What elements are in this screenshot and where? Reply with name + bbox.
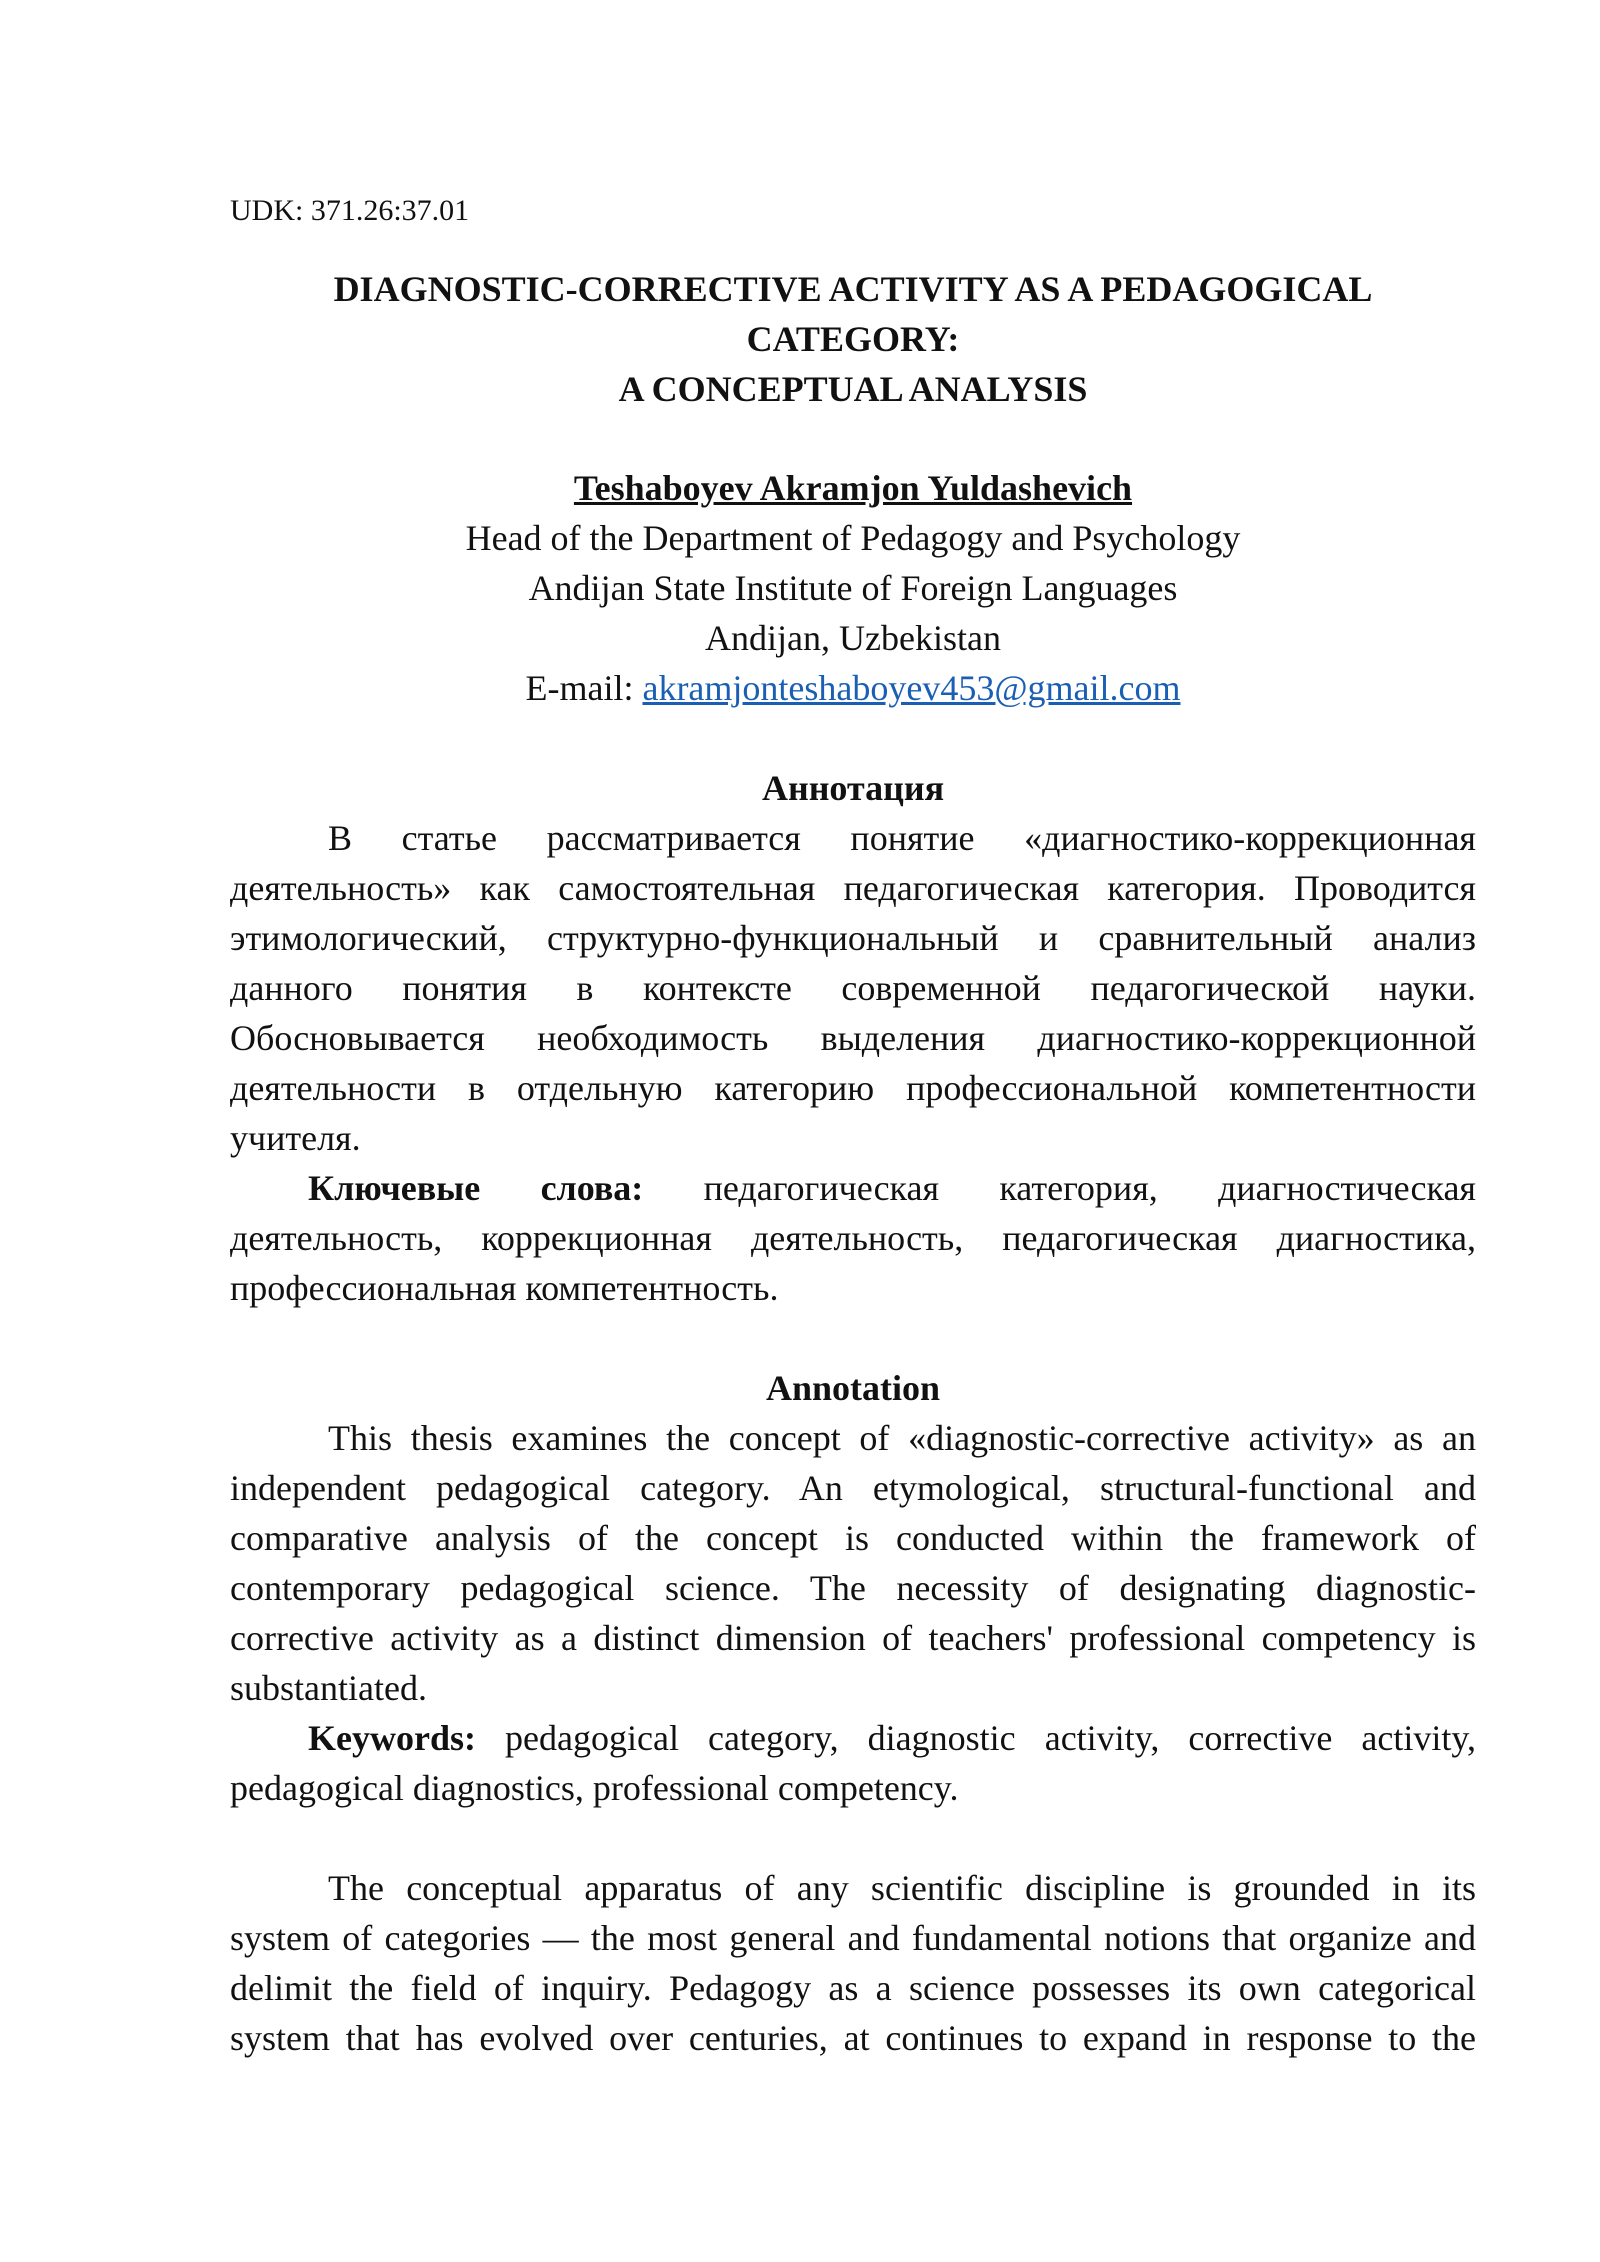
text-line: этимологический, структурно-функциональный и сравнительный анализ [230,918,1476,958]
text-line: system of categories — the most general and fundamental notions that organize and [230,1918,1476,1958]
text-line: В статье рассматривается понятие «диагностико-коррекционная [328,818,1476,858]
text-line: The conceptual apparatus of any scientific discipline is grounded in its [328,1868,1476,1908]
title-line: A CONCEPTUAL ANALYSIS [618,369,1088,409]
title-line: DIAGNOSTIC-CORRECTIVE ACTIVITY AS A PEDAGOGICAL [333,269,1373,309]
keywords-en-text: pedagogical category, diagnostic activity, corrective activity, [475,1718,1476,1758]
text-line: corrective activity as a distinct dimension of teachers' professional competency is [230,1618,1476,1658]
article-title [230,264,1476,414]
email-link[interactable]: akramjonteshaboyev453@gmail.com [642,668,1181,708]
text-line: деятельность, коррекционная деятельность, педагогическая диагностика, [230,1218,1476,1258]
keywords-en-label: Keywords: [308,1718,476,1758]
email-label: E-mail: [525,668,643,708]
text-line: This thesis examines the concept of «diagnostic-corrective activity» as an [328,1418,1476,1458]
author-institute: Andijan State Institute of Foreign Languages [528,568,1178,608]
keywords-en-line [230,1713,1476,1763]
annotation-ru-text [230,813,1476,1313]
annotation-en-heading: Annotation [765,1368,941,1408]
text-line: comparative analysis of the concept is conducted within the framework of [230,1518,1476,1558]
document-page [230,0,1476,2262]
text-line: деятельность» как самостоятельная педагогическая категория. Проводится [230,868,1476,908]
author-email-line [230,663,1476,713]
keywords-ru-label: Ключевые слова: [308,1168,644,1208]
title-line: CATEGORY: [746,319,960,359]
text-line: substantiated. [230,1668,427,1708]
text-line: pedagogical diagnostics, professional competency. [230,1768,959,1808]
text-line: system that has evolved over centuries, at continues to expand in response to the [230,2018,1476,2058]
text-line: профессиональная компетентность. [230,1268,779,1308]
text-line: contemporary pedagogical science. The necessity of designating diagnostic- [230,1568,1476,1608]
text-line: деятельности в отдельную категорию профессиональной компетентности [230,1068,1476,1108]
text-line: Обосновывается необходимость выделения диагностико-коррекционной [230,1018,1476,1058]
author-name: Teshaboyev Akramjon Yuldashevich [573,468,1133,508]
udk-code: UDK: 371.26:37.01 [230,194,470,227]
text-line: учителя. [230,1118,361,1158]
keywords-ru-line [230,1163,1476,1213]
keywords-ru-text: педагогическая категория, диагностическая [643,1168,1476,1208]
annotation-en-text [230,1413,1476,1813]
author-position: Head of the Department of Pedagogy and Psychology [465,518,1241,558]
annotation-ru-heading: Аннотация [761,768,945,808]
text-line: данного понятия в контексте современной педагогической науки. [230,968,1476,1008]
author-location: Andijan, Uzbekistan [705,618,1001,658]
text-line: independent pedagogical category. An etymological, structural-functional and [230,1468,1476,1508]
text-line: delimit the field of inquiry. Pedagogy as a science possesses its own categorical [230,1968,1476,2008]
body-paragraph [230,1863,1476,2063]
author-block [230,463,1476,713]
